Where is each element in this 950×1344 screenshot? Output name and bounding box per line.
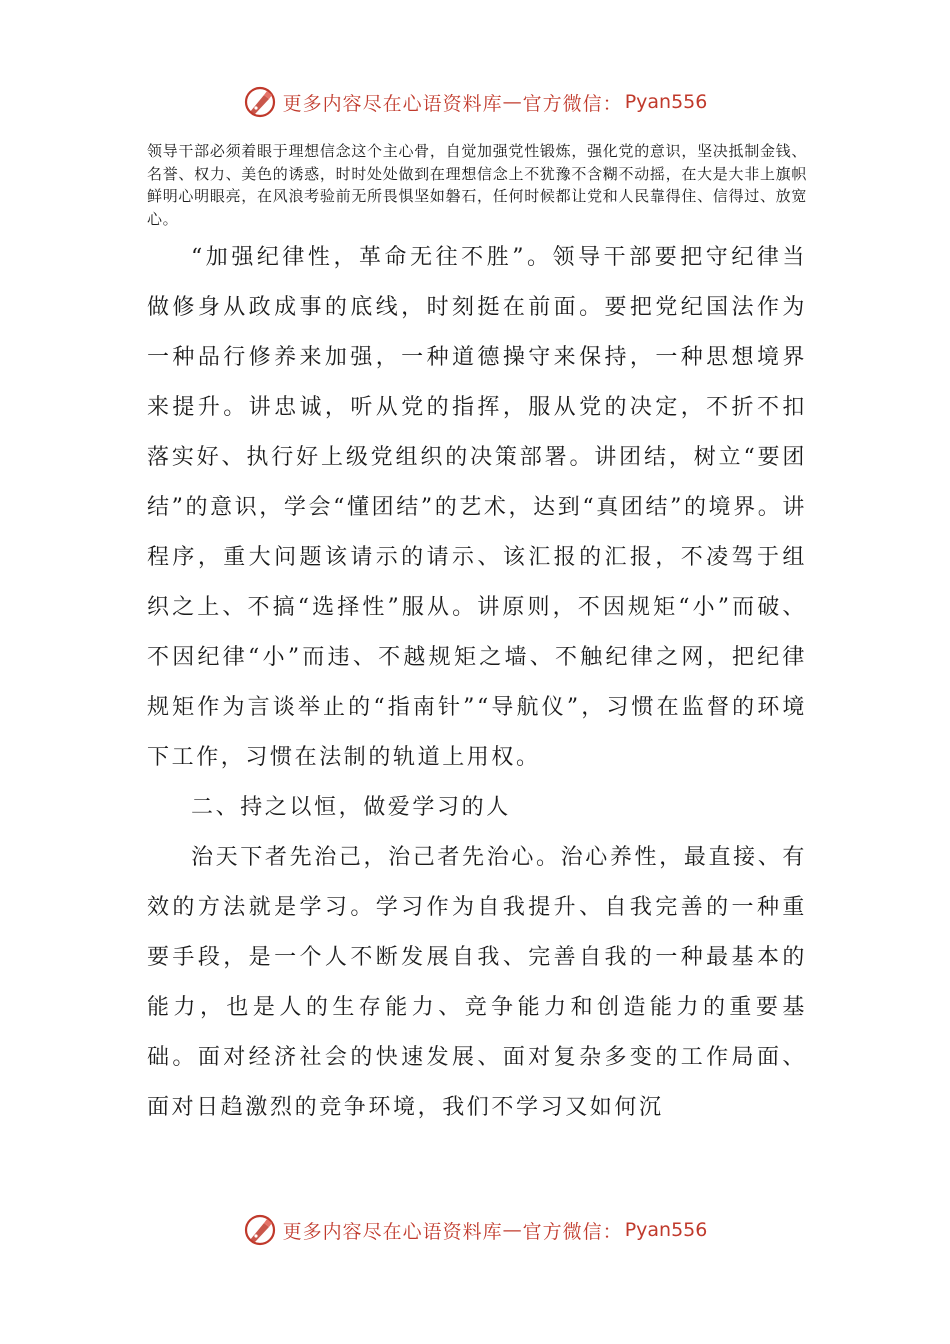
banner-official-label: 官方微信： — [522, 1220, 623, 1243]
banner-account: Pyan556 — [624, 1219, 708, 1241]
banner-account: Pyan556 — [624, 91, 708, 113]
banner-separator: — — [502, 91, 523, 113]
header-banner — [0, 82, 950, 122]
document-body — [147, 140, 807, 1133]
paragraph-discipline: “加强纪律性，革命无往不胜”。领导干部要把守纪律当做修身从政成事的底线，时刻挺在前面。要把党纪国法作为一种品行修养来加强，一种道德操守来保持，一种思想境界来提升。讲忠诚，听从党的指挥，服从党的决定，不折不扣落实好、执行好上级党组织的决策部署。讲团结，树立“要团结”的意识，学会“懂团结”的艺术，达到“真团结”的境界。讲程序，重大问题该请示的请示、该汇报的汇报，不凌驾于组织之上、不搞“选择性”服从。讲原则，不因规矩“小”而破、不因纪律“小”而违、不越规矩之墙、不触纪律之网，把纪律规矩作为言谈举止的“指南针”“导航仪”，习惯在监督的环境下工作，习惯在法制的轨道上用权。 — [147, 245, 807, 770]
paragraph-learning: 治天下者先治己，治己者先治心。治心养性，最直接、有效的方法就是学习。学习作为自我提升、自我完善的一种重要手段，是一个人不断发展自我、完善自我的一种最基本的能力，也是人的生存能力、竞争能力和创造能力的重要基础。面对经济社会的快速发展、面对复杂多变的工作局面、面对日趋激烈的竞争环境，我们不学习又如何沉 — [147, 845, 807, 1120]
pen-nib-logo-icon — [243, 85, 277, 119]
banner-text: 更多内容尽在心语资料库 — [282, 92, 503, 115]
footer-banner — [0, 1210, 950, 1250]
banner-separator: — — [502, 1219, 523, 1241]
pen-nib-logo-icon — [243, 1213, 277, 1247]
section-heading: 二、持之以恒，做爱学习的人 — [191, 795, 511, 820]
banner-official-label: 官方微信： — [522, 92, 623, 115]
banner-text: 更多内容尽在心语资料库 — [282, 1220, 503, 1243]
continued-paragraph: 领导干部必须着眼于理想信念这个主心骨，自觉加强党性锻炼，强化党的意识，坚决抵制金钱、名誉、权力、美色的诱惑，时时处处做到在理想信念上不犹豫不含糊不动摇，在大是大非上旗帜鲜明心明眼亮，在风浪考验前无所畏惧坚如磐石，任何时候都让党和人民靠得住、信得过、放宽心。 — [147, 142, 807, 228]
